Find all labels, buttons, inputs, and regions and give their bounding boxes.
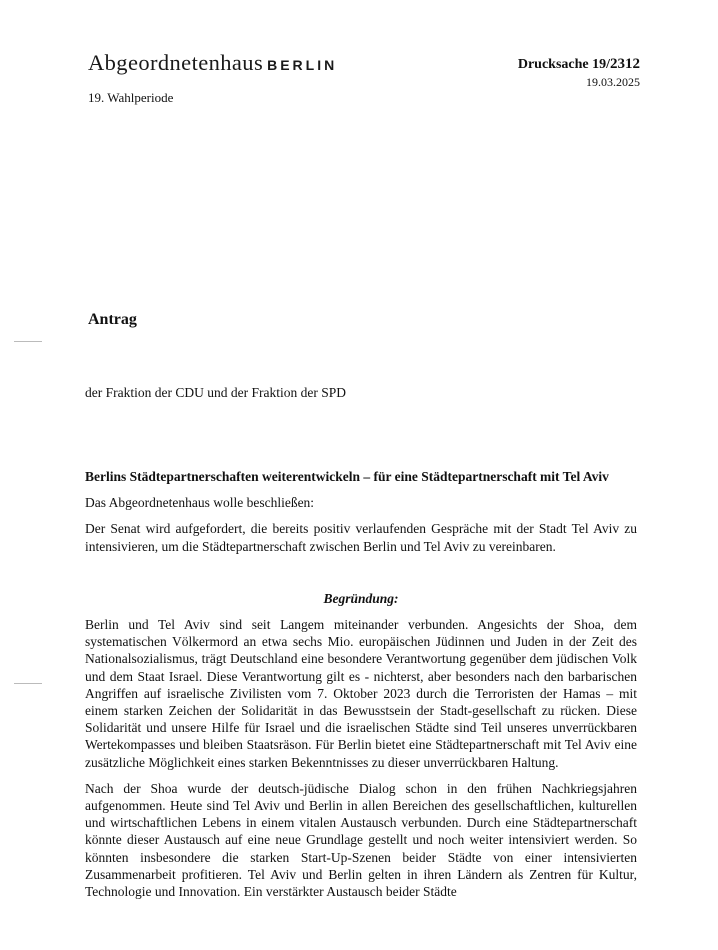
begruendung-heading: Begründung: [323,590,399,606]
fold-mark-middle [14,683,42,684]
document-date: 19.03.2025 [586,75,640,89]
logo-berlin: BERLIN [267,57,338,73]
drucksache-id: 2312 [610,56,640,72]
motion-title: Berlins Städtepartnerschaften weiterentwickeln – für eine Städtepartnerschaft mit Tel Aviv [85,469,609,484]
drucksache-label: Drucksache 19/ [517,57,610,72]
parliament-logo [88,50,337,76]
authors-line: der Fraktion der CDU und der Fraktion der SPD [85,385,346,400]
resolution-text: Der Senat wird aufgefordert, die bereits positiv verlaufenden Gespräche mit der Stadt Tel Aviv zu intensivieren, um die Städtepartnerschaft zwischen Berlin und Tel Aviv zu vereinbaren. [85,521,637,554]
begruendung-paragraph-1: Berlin und Tel Aviv sind seit Langem miteinander verbunden. Angesichts der Shoa, dem systematischen Völkermord an etwa sechs Mio. europäischen Jüdinnen und Juden in der Zeit des Nationalsozialismus, trägt Deutschland eine besondere Verantwortung gegenüber dem jüdischen Volk und dem Staat Israel. Diese Verantwortung gilt es - nichterst, aber besonders nach den barbarischen Angriffen auf israelische Zivilisten vom 7. Oktober 2023 durch die Terroristen der Hamas – mit einem starken Zeichen der Solidarität in das Bewusstsein der Stadt-gesellschaft zu rücken. Diese Solidarität und unsere Hilfe für Israel und die israelischen Städte sind Teil unseres unverrückbaren Wertekompasses und bleiben Staatsräson. Für Berlin bietet eine Städtepartnerschaft mit Tel Aviv eine zusätzliche Möglichkeit eines starken Bekenntnisses zu dieser unverrückbaren Haltung. [85,617,637,770]
document-type: Antrag [88,311,137,328]
fold-mark-top [14,341,42,342]
wahlperiode: 19. Wahlperiode [88,90,174,105]
drucksache-number [518,56,640,73]
begruendung-paragraph-2: Nach der Shoa wurde der deutsch-jüdische Dialog schon in den frühen Nachkriegsjahren aufgenommen. Heute sind Tel Aviv und Berlin in allen Bereichen des gesellschaftlichen, kulturellen und wirtschaftlichen Lebens in einem vitalen Austausch verbunden. Durch eine Städtepartnerschaft könnte dieser Austausch auf eine neue Grundlage gestellt und noch weiter intensiviert werden. So könnten insbesondere die starken Start-Up-Szenen beider Städte von einer intensivierten Zusammenarbeit profitieren. Tel Aviv und Berlin gelten in ihren Ländern als Zentren für Kultur, Technologie und Innovation. Ein verstärkter Austausch beider Städte [85,780,637,900]
resolution-intro: Das Abgeordnetenhaus wolle beschließen: [85,495,315,511]
logo-wordmark: Abgeordnetenhaus [88,50,264,75]
document-body [85,468,637,909]
